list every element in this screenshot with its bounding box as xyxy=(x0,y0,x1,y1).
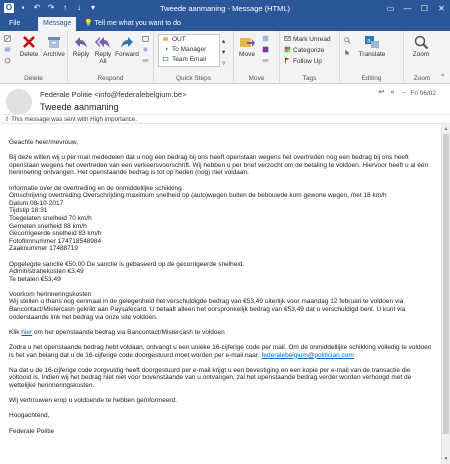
junk-icon xyxy=(4,57,11,64)
reply-all-label: Reply All xyxy=(94,51,112,65)
save-icon[interactable]: ▪ xyxy=(21,3,25,12)
move-group-label: Move xyxy=(248,75,265,82)
offense-detail-line: Zaaknummer 17488719 xyxy=(9,245,79,253)
greeting: Geachte heer/mevrouw, xyxy=(9,139,79,146)
reminder-text: Wij stellen u thans nog eenmaal in de gelegenheid het verschuldigde bedrag van €53,49 uiterlijk voor maandag 12 februari te voldoen via Bancontact/Mistercash gekrikt aan Paysafecard. U betaalt alleen het oorspronkelijk bedrag van €53,49 dat u verschuldigd bent. U kunt via onderstaande link het bedrag via onze site voldoen. xyxy=(9,298,406,321)
translate-icon xyxy=(364,34,380,50)
collapse-ribbon-icon[interactable]: ⌃ xyxy=(440,74,446,81)
tab-file[interactable]: File xyxy=(9,20,21,27)
offense-detail-line: Datum 08-10-2017 xyxy=(9,199,64,207)
quick-steps-scroll-up[interactable]: ▴ xyxy=(222,38,226,45)
header-forward-icon[interactable]: → xyxy=(400,89,407,96)
quick-step-out-label: OUT xyxy=(172,36,186,43)
archive-label: Archive xyxy=(43,51,65,58)
redo-icon[interactable]: ↷ xyxy=(47,3,55,12)
undo-icon[interactable]: ↶ xyxy=(33,3,41,12)
trust-paragraph: Wij vertrouwen erop u voldoende te hebben geïnformeerd. xyxy=(9,397,178,405)
magnifier-icon xyxy=(413,34,429,50)
cost-details xyxy=(9,261,434,284)
scroll-down-icon[interactable]: ▼ xyxy=(443,456,449,462)
delete-group xyxy=(0,31,68,84)
meeting-icon xyxy=(142,35,149,42)
reminder-section xyxy=(9,291,434,321)
outlook-app-icon: O xyxy=(5,3,13,12)
intro-paragraph: Bij deze willen wij u per mail mededelen dat u nog een bedrag bij ons heeft openstaan wegens het overtreden nog een bedrag bij ons heeft openstaan wegens het overtreden van een verkeersvoorschrift. Wij hebben u per brief verzocht om de betaling te voldoen. Hiervoor heeft u al één herinnering ontvangen. Het openstaande bedrag is tot op heden (nog) niet voldaan. xyxy=(9,154,429,177)
reply-icon xyxy=(73,34,89,50)
mark-unread-button[interactable] xyxy=(284,35,331,44)
reply-button[interactable] xyxy=(70,34,92,58)
clean-up-button[interactable] xyxy=(4,46,13,55)
window-title: Tweede aanmaning - Message (HTML) xyxy=(159,4,291,13)
categorize-label: Categorize xyxy=(293,47,325,54)
importance-text: This message was sent with High importance. xyxy=(11,116,137,123)
ignore-button[interactable] xyxy=(4,35,13,44)
find-button[interactable] xyxy=(344,37,353,46)
tags-group xyxy=(280,31,340,84)
ribbon-display-options-button[interactable]: ▭ xyxy=(386,4,395,13)
offense-details xyxy=(9,185,434,253)
editing-group xyxy=(340,31,404,84)
team-email-icon xyxy=(162,56,169,62)
svg-text:a: a xyxy=(367,37,371,45)
customize-dropdown-icon[interactable]: ▾ xyxy=(90,3,95,12)
delete-label: Delete xyxy=(19,51,39,58)
select-icon xyxy=(344,49,351,56)
zoom-button[interactable] xyxy=(410,34,432,58)
zoom-group-label: Zoom xyxy=(413,75,431,82)
forward-button[interactable] xyxy=(114,34,140,58)
find-icon xyxy=(344,37,351,44)
more-respond-button[interactable] xyxy=(142,57,151,66)
quick-steps-scroll-down[interactable]: ▾ xyxy=(222,49,226,56)
archive-button[interactable] xyxy=(42,34,66,58)
delete-x-icon xyxy=(21,34,37,50)
sender-address: Federale Politie <info@federalebelgium.be> xyxy=(40,90,187,99)
respond-group xyxy=(68,31,154,84)
move-button[interactable] xyxy=(236,34,258,58)
move-folder-icon xyxy=(239,34,255,50)
editing-group-label: Editing xyxy=(361,75,382,82)
down-arrow-icon[interactable]: ↓ xyxy=(77,3,81,12)
archive-icon xyxy=(46,34,62,50)
forward-icon xyxy=(119,34,135,50)
tell-me-label: Tell me what you want to do xyxy=(94,20,181,27)
more-icon xyxy=(142,57,149,64)
rules-icon xyxy=(262,35,269,42)
ribbon-tabs xyxy=(0,17,450,31)
categorize-button[interactable] xyxy=(284,46,324,55)
message-body xyxy=(9,139,434,443)
cost-line: Opgelegde sanctie €50,00 De sanctie is gebaseerd op de gecorrigeerde snelheid. xyxy=(9,260,245,268)
offense-detail-line: Gecorrigeerde snelheid 83 km/h xyxy=(9,230,102,238)
tags-group-label: Tags xyxy=(302,75,317,82)
up-arrow-icon[interactable]: ↑ xyxy=(63,3,67,12)
meeting-reply-button[interactable] xyxy=(142,35,151,44)
quick-steps-gallery xyxy=(158,34,220,67)
click-prefix: Klik xyxy=(9,328,22,336)
translate-button[interactable] xyxy=(358,34,386,58)
offense-detail-line: Tijdstip 18:31 xyxy=(9,207,48,215)
move-group xyxy=(234,31,280,84)
forward-label: Forward xyxy=(115,51,139,58)
follow-up-label: Follow Up xyxy=(293,58,322,65)
offense-detail-line: Toegelaten snelheid 70 km/h xyxy=(9,214,92,222)
reply-all-icon xyxy=(95,34,111,50)
ignore-icon xyxy=(4,35,11,42)
quick-steps-group xyxy=(154,31,234,84)
delete-group-label: Delete xyxy=(24,75,43,82)
select-button[interactable] xyxy=(344,49,353,58)
cost-line: Te betalen €53,49 xyxy=(9,275,61,283)
reply-label: Reply xyxy=(72,51,90,58)
im-icon xyxy=(142,46,149,53)
scroll-up-icon[interactable]: ▲ xyxy=(443,126,449,132)
translate-label: Translate xyxy=(358,51,386,58)
cost-line: Administratiekosten €3,49 xyxy=(9,268,84,276)
title-bar xyxy=(0,0,450,17)
clean-up-icon xyxy=(4,46,11,53)
click-suffix: om het openstaande bedrag via Bancontact/Mistercash te voldoen xyxy=(32,328,225,336)
offense-detail-line: Omschrijving overtreding Overschrijding maximum snelheid op (auto)wegen buiten de bebouwde kom gewone wegen, met 18 km/h xyxy=(9,192,387,200)
categorize-icon xyxy=(284,46,291,53)
offense-detail-line: Informatie over de overtreding en de onmiddellijke schikking xyxy=(9,184,182,192)
junk-button[interactable] xyxy=(4,57,13,66)
quick-step-team-email-label: Team Email xyxy=(172,56,206,63)
actions-icon xyxy=(262,57,269,64)
maximize-button[interactable]: ☐ xyxy=(420,4,429,13)
offense-detail-line: Gemeten snelheid 88 km/h xyxy=(9,222,87,230)
zoom-label: Zoom xyxy=(412,51,430,58)
close-button[interactable]: ✕ xyxy=(438,4,445,13)
flag-icon xyxy=(284,57,291,64)
payment-link[interactable]: hier xyxy=(21,328,33,336)
reply-all-button[interactable] xyxy=(92,34,114,65)
onenote-icon xyxy=(262,46,269,53)
actions-button[interactable] xyxy=(262,57,271,66)
signature: Federale Politie xyxy=(9,427,55,435)
code-text: Zodra u het openstaande bedrag hebt voldaan, ontvangt u een unieke 16-cijferige code per mail. Om de onmiddellijke schikking volledig te voldoen is het van belang dat u de 16-cijferige code doorgestuurd moet worden per e-mail naar: xyxy=(9,344,432,359)
tab-message[interactable]: Message xyxy=(38,17,76,31)
ribbon xyxy=(0,31,450,84)
move-label: Move xyxy=(239,51,255,58)
envelope-icon xyxy=(284,35,291,42)
reminder-title: Voorkom herinneringskosten xyxy=(9,290,92,298)
follow-up-button[interactable] xyxy=(284,57,322,66)
header-reply-all-icon[interactable]: « xyxy=(390,89,395,96)
confirmation-paragraph: Na dat u de 16-cijferige code zorgvuldig heeft doorgestuurd per e-mail krijgt u een bevestiging en een kopie per e-mail van de transactie die voltooid is. Indien wij het bedrag niet niet voor bovenstaande van u ontvangen, zal het openstaande bedrag verder worden verhoogd met de wettelijke herinneringskosten. xyxy=(9,366,412,389)
code-paragraph xyxy=(9,344,434,359)
rules-button[interactable] xyxy=(262,35,271,44)
header-actions xyxy=(377,88,408,97)
zoom-group xyxy=(404,31,440,84)
email-link[interactable]: federalebelgium@politician.com xyxy=(261,351,354,359)
quick-step-to-manager-label: To Manager xyxy=(172,46,207,53)
minimize-button[interactable]: — xyxy=(403,4,412,13)
mark-unread-label: Mark Unread xyxy=(293,36,331,43)
quick-step-out[interactable] xyxy=(159,35,219,45)
scrollbar-thumb[interactable] xyxy=(443,134,449,434)
message-subject: Tweede aanmaning xyxy=(40,102,119,112)
window-controls xyxy=(382,0,450,17)
click-paragraph xyxy=(9,329,434,337)
tell-me-search[interactable] xyxy=(84,17,181,31)
closing: Hoogachtend, xyxy=(9,412,50,420)
importance-banner xyxy=(0,114,450,124)
header-reply-icon[interactable]: ↩ xyxy=(378,89,385,96)
quick-step-to-manager[interactable] xyxy=(159,45,219,55)
vertical-scrollbar[interactable] xyxy=(441,124,450,464)
to-manager-icon xyxy=(162,46,169,52)
quick-steps-expand[interactable]: ▿ xyxy=(222,60,226,67)
onenote-button[interactable] xyxy=(262,46,271,55)
lightbulb-icon: 💡 xyxy=(84,20,95,27)
im-reply-button[interactable] xyxy=(142,46,151,55)
quick-step-team-email[interactable] xyxy=(159,55,219,65)
respond-group-label: Respond xyxy=(97,75,124,82)
sender-avatar xyxy=(6,89,32,115)
offense-detail-line: Fotofilmnummer 174718548984 xyxy=(9,237,102,245)
quick-steps-label: Quick Steps xyxy=(175,75,212,82)
folder-arrow-icon xyxy=(162,36,169,42)
message-date: Fri 06/02 xyxy=(410,90,436,97)
delete-button[interactable] xyxy=(18,34,40,58)
high-importance-icon: ! xyxy=(6,116,9,123)
